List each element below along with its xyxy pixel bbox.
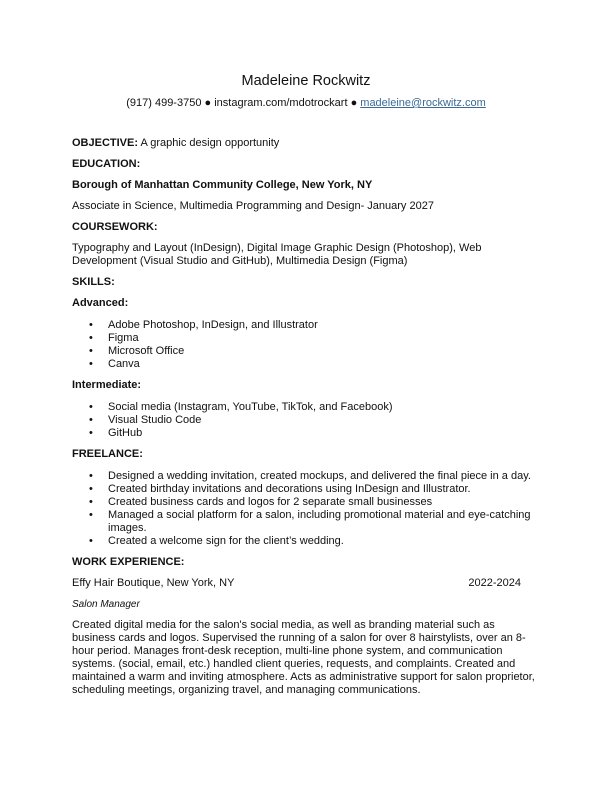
list-item: • Visual Studio Code — [72, 414, 540, 427]
contact-line — [0, 96, 612, 110]
work-experience-heading: WORK EXPERIENCE: — [72, 556, 185, 568]
coursework-text: Typography and Layout (InDesign), Digital Image Graphic Design (Photoshop), Web Development (Visual Studio and GitHub), Multimedia Design (Figma) — [72, 242, 482, 267]
freelance-list — [72, 470, 540, 548]
list-item: • GitHub — [72, 427, 540, 440]
resume-body — [72, 137, 540, 697]
freelance-heading: FREELANCE: — [72, 448, 143, 460]
list-item: • Created birthday invitations and decorations using InDesign and Illustrator. — [72, 483, 540, 496]
list-item: • Adobe Photoshop, InDesign, and Illustrator — [72, 319, 540, 332]
list-item: • Microsoft Office — [72, 345, 540, 358]
intermediate-skills-heading: Intermediate: — [72, 379, 142, 391]
list-item: • Canva — [72, 358, 540, 371]
advanced-skills-heading: Advanced: — [72, 297, 129, 309]
school-name: Borough of Manhattan Community College, New York, NY — [72, 179, 373, 191]
education-heading: EDUCATION: — [72, 158, 141, 170]
job-description: Created digital media for the salon's social media, as well as branding material such as business cards and logos. Supervised the running of a salon for over 8 hairstylists, over an 8-hour period. Manages front-desk reception, multi-line phone system, and communication systems. (social, email, etc.) handled client queries, requests, and complaints. Created and maintained a warm and inviting atmosphere. Acts as administrative support for salon proprietor, scheduling meetings, organizing travel, and managing communications. — [72, 619, 535, 696]
list-item: • Figma — [72, 332, 540, 345]
list-item: • Managed a social platform for a salon, including promotional material and eye-catching images. — [72, 509, 540, 535]
job-role: Salon Manager — [72, 599, 140, 610]
list-item: • Created a welcome sign for the client’s wedding. — [72, 535, 540, 548]
degree-line: Associate in Science, Multimedia Programming and Design- January 2027 — [72, 200, 434, 212]
candidate-name: Madeleine Rockwitz — [241, 73, 371, 89]
separator: ● — [204, 97, 212, 109]
skills-heading: SKILLS: — [72, 276, 115, 288]
separator: ● — [350, 97, 358, 109]
advanced-skills-list — [72, 319, 540, 371]
instagram-handle: instagram.com/mdotrockart — [214, 97, 348, 109]
objective-section — [72, 137, 540, 150]
job-dates: 2022-2024 — [468, 577, 521, 589]
list-item: • Social media (Instagram, YouTube, TikTok, and Facebook) — [72, 401, 540, 414]
list-item: • Designed a wedding invitation, created mockups, and delivered the final piece in a day. — [72, 470, 540, 483]
coursework-heading: COURSEWORK: — [72, 221, 158, 233]
objective-text: A graphic design opportunity — [140, 137, 280, 149]
objective-heading: OBJECTIVE: — [72, 137, 139, 149]
email-link[interactable]: madeleine@rockwitz.com — [360, 97, 486, 109]
list-item: • Created business cards and logos for 2 separate small businesses — [72, 496, 540, 509]
job-header — [72, 577, 540, 590]
intermediate-skills-list — [72, 401, 540, 440]
phone-number: (917) 499-3750 — [126, 97, 202, 109]
employer-name: Effy Hair Boutique, New York, NY — [72, 577, 235, 589]
